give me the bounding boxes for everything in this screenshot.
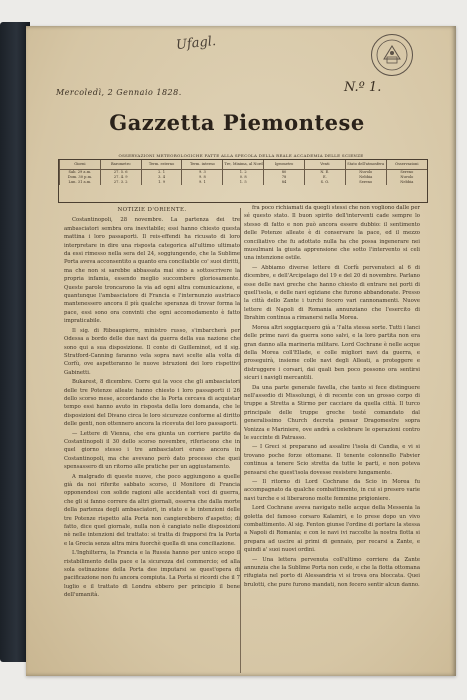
article-paragraph: Costantinopoli, 28 novembre. La partenza dei tre ambasciatori sembra ora inevitabile; essi hanno chiesto questa mattina i loro passaporti. Il reis-effendi ha ricusato di loro interpretare in dire una risposta categorica all'ultimo ultimato da essi rimesso nella sera del 24, soggiungendo, che la Sublime Porta aveva acconsentito a quanto era conciliabile co' suoi diritti, ma che non si sarebbe abbassata mai sino a sottoscrivere la propria infamia, essendo meglio succombere gloriosamente. Queste parole troncarono la via ad ogni altra comunicazione, e quantunque l'ambasciatore di Francia e l'internunzio austriaco mantenessero ancora il più qualche speranza di trovar forma la pace, essi sono ora convinti che ogni accomodamento è fatto impraticabile. [64, 217, 240, 325]
table-cell: 78 [264, 175, 305, 180]
article-paragraph: — Lettere di Vienna, che era giunta un corriere partito da Costantinopoli il 30 dello scorso novembre, riferiscono che in quel giorno stesso i tre ambasciatori erano ancora in Costantinopoli, ma che avevano però dato processo che quei spensassero di un ritorno alle pratiche per un aggiustamento. [64, 430, 240, 471]
handwritten-signature: Ufagl. [175, 33, 217, 54]
table-cell: 27. 3. 2 [100, 180, 141, 185]
weather-header-cell: Term. esterno [141, 160, 182, 170]
table-cell: E. [304, 175, 345, 180]
table-cell: Lun. 31 a.m. [60, 180, 101, 185]
table-cell: Nebbia [345, 175, 386, 180]
weather-header-cell: Tre, Minima, al Nord [223, 160, 264, 170]
table-cell: 27. 5. 6 [100, 170, 141, 176]
table-cell: 1. 2 [223, 170, 264, 176]
table-cell: 9. 3 [182, 170, 223, 176]
weather-header-row [60, 160, 428, 170]
table-cell: Nuvolo [345, 170, 386, 176]
table-cell: 1. 5 [223, 180, 264, 185]
table-cell: Sereno [345, 180, 386, 185]
article-paragraph: Da una parte generale favella, che tanto si fece distinguere nell'assedio di Missolungi, è di recente con un grosso corpo di truppe a Stretta a Stirmo per cacciare da quella città. Il turco principale delle truppe greche testé comandato dal generalissimo Church decreta pensar Dragomestre sopra Vonizza e Mariniere, ove andrà a celebrare le operazioni contro le succinte di Patrasso. [244, 384, 420, 441]
table-cell: Sereno [386, 170, 427, 176]
table-row [60, 180, 428, 185]
article-paragraph: — Abbiamo diverse lettere di Corfù pervenuteci al 6 di dicembre, e dell'Arcipelago del 19 e del 20 di novembre. Parlano esse delle navi greche che hanno chiesto di entrare nei porti di quell'isola, e delle navi egiziane che furono abbandonate. Presso la città dello Zante i turchi fecero vari cannonamenti. Nuove lettere di Napoli di Romania annunziano che l'esercito di Ibrahim continua a rimanersi nella Morea. [244, 264, 420, 322]
table-cell: 27. 4. 9 [100, 175, 141, 180]
table-cell: Nebbia [386, 180, 427, 185]
weather-table [58, 159, 428, 203]
observations-title: OSSERVAZIONI METEOROLOGICHE FATTE ALLA SPECOLA DELLA REALE ACCADEMIA DELLE SCIENZE [118, 153, 364, 158]
article-paragraph: L'Inghilterra, la Francia e la Russia hanno per unico scopo il ristabilimento della pace e la sicurezza del commercio; ed alla sola ostinazione della Porta dee imputarsi se quest'opera di pacificazione non fu ancora compiuta. La Porta si ricordi che il 7 luglio e il trattato di Londra ebbero per principio il bene dell'umanità. [64, 550, 240, 599]
article-paragraph: fra poco richiamati da quegli stessi che non vogliono dalle per sé questo stato. Il buon spirito dell'interventi cade sempre lo stesso di fatto e non può ancora essere dubbio: il sentimento delle Potenze alleate è di conservare la pace, ed il mezzo conciliativo che fu adottato nulla ha che possa ingenerare nei musulmani la giusta apprensione che sotto l'intervento si celi una intenzione ostile. [244, 205, 420, 262]
weather-header-cell: Term. interno [182, 160, 223, 170]
table-cell: 9. 8 [182, 175, 223, 180]
library-stamp-icon [371, 34, 413, 76]
column-divider [240, 208, 241, 673]
table-cell: 2. 1 [141, 170, 182, 176]
weather-header-cell: Venti [304, 160, 345, 170]
article-paragraph: Il sig. di Ribeaupierre, ministro russo, s'imbarcherà per Odessa a bordo delle due navi da guerra della sua nazione che sono qui a sua disposizione. Il conte di Guilleminot, ed il sig. Stratford-Canning faranno vela sopra navi scelte alla volta di Corfù, ove aspetteranno le nuove istruzioni dei loro rispettivi Gabinetti. [64, 327, 240, 376]
article-column-left [64, 206, 240, 676]
newspaper-page [26, 26, 456, 676]
section-heading: NOTIZIE D'ORIENTE. [117, 207, 187, 213]
table-cell: 0. 8 [223, 175, 264, 180]
weather-header-cell: Igrometro [264, 160, 305, 170]
article-paragraph: — Una lettera pervenuta coll'ultimo corriere da Zante annunzia che la Sublime Porta non cede, e che la flotta ottomana rifugiata nel porto di Alessandria vi si trova ora bloccata. Quei brulotti, che pure furono mandati, non fecero sentir alcun danno. [244, 556, 420, 588]
weather-header-cell: Barometro [100, 160, 141, 170]
article-column-right [244, 204, 420, 674]
table-cell: 3. 4 [141, 175, 182, 180]
weather-header-cell: Osservazioni [386, 160, 427, 170]
table-cell: Dom. 30 p.m. [60, 175, 101, 180]
article-paragraph: Bukarest, 8 dicembre. Corre qui la voce che gli ambasciatori delle tre Potenze alleate hanno chiesto i loro passaporti il 26 dello scorso mese, accordando che la Porta cercava di acquistar tempo essi hanno avuto in risposta della loro domanda, che le disposizioni del Divano circa le loro sicurezze conforme al diritto delle genti, non ottennero ancora la ricevuta dei loro passaporti. [64, 379, 240, 428]
table-cell: Sab. 29 a.m. [60, 170, 101, 176]
table-cell: S. O. [304, 180, 345, 185]
masthead-title: Gazzetta Piemontese [109, 110, 365, 135]
table-cell: 1. 9 [141, 180, 182, 185]
article-paragraph: Lord Cochrane aveva navigato nelle acque della Messenia la goletta del famoso corsaro Kalamiri, e lo prese dopo un vivo combattimento. Al sig. Fenton giunse l'ordine di portare la stessa a Napoli di Romania; e con le navi ivi raccolte la nostra flotta si prepara ad uscire ai primi di gennaio, per recarsi a Zante, e quindi a' suoi nuovi ordini. [244, 505, 420, 554]
table-cell: N. E. [304, 170, 345, 176]
date-line: Mercoledì, 2 Gennaio 1828. [56, 88, 182, 97]
article-paragraph: Morea altri soggiacquero già a 'l'alta stessa sorte. Tutti i lanci delle prime navi da guerra sono salvi, e la loro partita non era gran danno alla marineria militare. Lord Cochrane è nelle acque della Morea coll'Ellade, e colle migliori navi da guerra, e proseguirà, insieme colle navi degli Alleati, a proteggere e distruggere i corsari, dai quali ben poco possono ora sentirsi sicuri i navigli mercantili. [244, 324, 420, 382]
table-cell: 9. 1 [182, 180, 223, 185]
article-paragraph: — I Greci si preparano ad assalire l'isola di Candia, e vi si trovano poche forze ottomane. Il tenente colonnello Fabvier continua a tenere Scio stretta da tutte le parti, e non poteva pensarsi che quest'isola dovesse resistere lungamente. [244, 444, 420, 476]
weather-header-cell: Giorni [60, 160, 101, 170]
weather-header-cell: Stato dell'atmosfera [345, 160, 386, 170]
table-cell: 80 [264, 170, 305, 176]
table-cell: 84 [264, 180, 305, 185]
article-paragraph: A malgrado di queste nuove, che poco aggiungono a quelle già da noi riferite sabbato scorso, il Monitore di Francia opponendosi con solide ragioni alle accidentali voci di guerra, che gli si fanno correre da altri giornali, osserva che dalla morte della partenza degli ambasciatori, in stato e le intenzioni delle tre Potenze rispetto alla Porta non cangierebbero d'aspetto; di fatto, dice quel giornale, nulla non è cangiato nelle disposizioni nè nelle intenzioni del trattato: si tratta di frapporsi fra la Porta e la Grecia senza altra mira fuorchè quella di una conciliazione. [64, 473, 240, 547]
issue-number: N.º 1. [344, 80, 382, 95]
table-cell: Nuvolo [386, 175, 427, 180]
article-paragraph: — Il ritorno di Lord Cochrane da Scio in Morea fu accompagnato da qualche combattimento, in cui si presero varie navi turche e si liberarono molte femmine prigioniere. [244, 479, 420, 502]
